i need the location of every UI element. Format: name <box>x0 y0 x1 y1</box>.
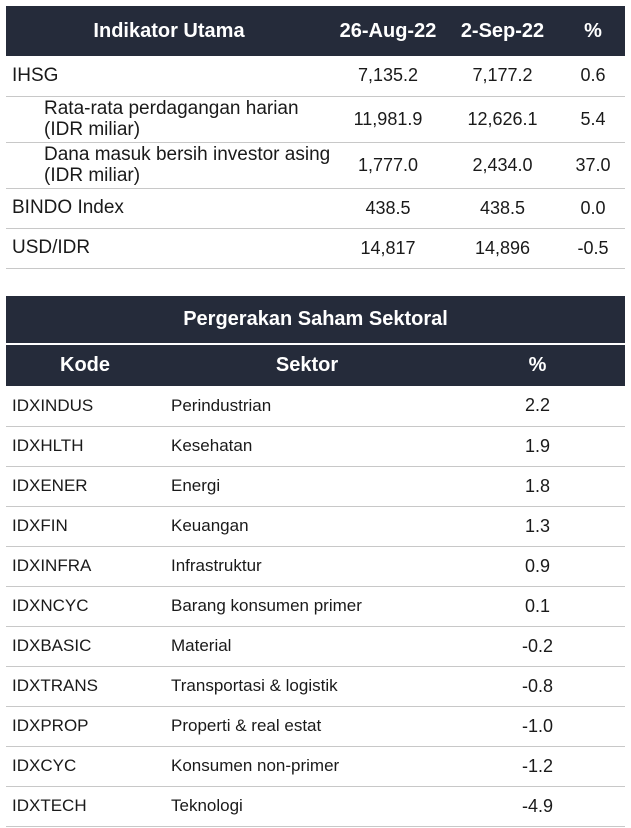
indicator-value-date2: 2,434.0 <box>444 142 561 188</box>
table-row <box>6 746 625 786</box>
sector-code: IDXNCYC <box>6 586 164 626</box>
indicator-label: USD/IDR <box>6 228 332 268</box>
indicator-pct: 37.0 <box>561 142 625 188</box>
indicator-value-date1: 7,135.2 <box>332 56 444 96</box>
sector-pct: 1.9 <box>450 426 625 466</box>
sector-code: IDXENER <box>6 466 164 506</box>
table-row <box>6 466 625 506</box>
indicators-header-date2: 2-Sep-22 <box>460 19 545 42</box>
sector-name: Barang konsumen primer <box>164 586 450 626</box>
indicator-label: IHSG <box>6 56 332 96</box>
sector-name: Teknologi <box>164 786 450 826</box>
sector-code: IDXCYC <box>6 746 164 786</box>
indicator-value-date2: 14,896 <box>444 228 561 268</box>
sector-name: Kesehatan <box>164 426 450 466</box>
sector-name: Infrastruktur <box>164 546 450 586</box>
table-row <box>6 426 625 466</box>
sector-code: IDXPROP <box>6 706 164 746</box>
indicator-label: BINDO Index <box>6 188 332 228</box>
indicator-pct: 5.4 <box>561 96 625 142</box>
table-row <box>6 546 625 586</box>
indicators-header-date1: 26-Aug-22 <box>339 19 437 42</box>
sector-name: Properti & real estat <box>164 706 450 746</box>
table-row <box>6 188 625 228</box>
indicator-pct: 0.0 <box>561 188 625 228</box>
sector-pct: 2.2 <box>450 386 625 426</box>
indicator-value-date1: 14,817 <box>332 228 444 268</box>
sector-title-row <box>6 296 625 344</box>
table-row <box>6 786 625 826</box>
sector-code: IDXFIN <box>6 506 164 546</box>
sector-name: Energi <box>164 466 450 506</box>
sector-header-sector: Sektor <box>275 354 339 376</box>
main-indicators-table <box>6 6 625 269</box>
table-row <box>6 586 625 626</box>
sector-code: IDXTECH <box>6 786 164 826</box>
table-row <box>6 626 625 666</box>
indicator-value-date2: 12,626.1 <box>444 96 561 142</box>
table-row <box>6 96 625 142</box>
indicator-value-date2: 7,177.2 <box>444 56 561 96</box>
sector-pct: -1.0 <box>450 706 625 746</box>
sector-code: IDXBASIC <box>6 626 164 666</box>
sector-code: IDXTRANS <box>6 666 164 706</box>
sector-pct: 0.1 <box>450 586 625 626</box>
sector-code: IDXHLTH <box>6 426 164 466</box>
table-row <box>6 666 625 706</box>
sector-name: Transportasi & logistik <box>164 666 450 706</box>
indicators-header-row <box>6 6 625 56</box>
sector-pct: -1.2 <box>450 746 625 786</box>
sector-name: Perindustrian <box>164 386 450 426</box>
table-row <box>6 386 625 426</box>
sector-code: IDXINDUS <box>6 386 164 426</box>
sector-name: Konsumen non-primer <box>164 746 450 786</box>
indicator-value-date2: 438.5 <box>444 188 561 228</box>
sector-pct: -0.2 <box>450 626 625 666</box>
table-row <box>6 506 625 546</box>
sector-pct: -0.8 <box>450 666 625 706</box>
sector-table-title: Pergerakan Saham Sektoral <box>6 296 625 344</box>
table-row <box>6 142 625 188</box>
sector-header-row <box>6 344 625 386</box>
table-row <box>6 228 625 268</box>
indicator-value-date1: 11,981.9 <box>332 96 444 142</box>
sector-pct: -4.9 <box>450 786 625 826</box>
sector-header-code: Kode <box>60 354 110 376</box>
sector-name: Keuangan <box>164 506 450 546</box>
sector-code: IDXINFRA <box>6 546 164 586</box>
sector-header-pct: % <box>528 354 547 376</box>
indicator-label: Dana masuk bersih investor asing (IDR miliar) <box>6 142 332 188</box>
indicator-label: Rata-rata perdagangan harian (IDR miliar) <box>6 96 332 142</box>
sector-pct: 1.8 <box>450 466 625 506</box>
table-row <box>6 706 625 746</box>
indicator-value-date1: 1,777.0 <box>332 142 444 188</box>
sector-pct: 1.3 <box>450 506 625 546</box>
indicator-pct: -0.5 <box>561 228 625 268</box>
sector-name: Material <box>164 626 450 666</box>
indicators-header-pct: % <box>584 19 602 42</box>
sector-pct: 0.9 <box>450 546 625 586</box>
indicator-value-date1: 438.5 <box>332 188 444 228</box>
indicator-pct: 0.6 <box>561 56 625 96</box>
table-row <box>6 56 625 96</box>
indicators-header-label: Indikator Utama <box>93 19 245 42</box>
sector-movement-table <box>6 296 625 827</box>
